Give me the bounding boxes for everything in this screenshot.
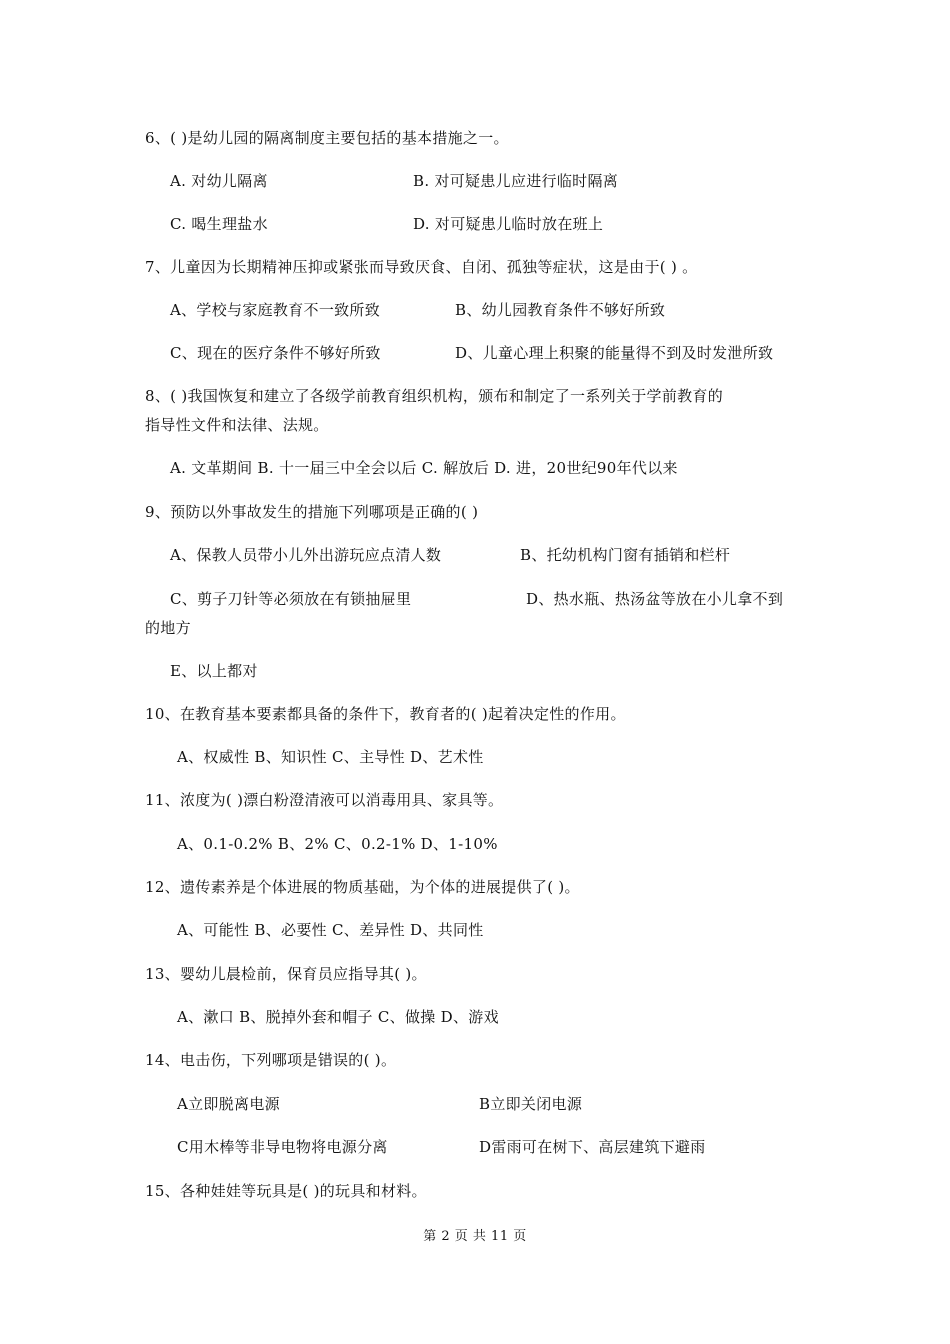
question-9-option-b: B、托幼机构门窗有插销和栏杆 [520,546,731,564]
question-6-option-d: D. 对可疑患儿临时放在班上 [413,215,604,233]
question-7-option-b: B、幼儿园教育条件不够好所致 [455,301,666,319]
question-7-option-d: D、儿童心理上积聚的能量得不到及时发泄所致 [455,344,774,362]
question-6-option-a: A. 对幼儿隔离 [170,172,268,190]
question-6-option-b: B. 对可疑患儿应进行临时隔离 [413,172,619,190]
question-11-options: A、0.1-0.2% B、2% C、0.2-1% D、1-10% [177,835,498,853]
question-9-option-d-line-1: D、热水瓶、热汤盆等放在小儿拿不到 [526,590,784,608]
question-13-options: A、漱口 B、脱掉外套和帽子 C、做操 D、游戏 [177,1008,499,1026]
question-8-options: A. 文革期间 B. 十一届三中全会以后 C. 解放后 D. 进，20世纪90年代以来 [170,459,678,477]
question-10-stem: 10、在教育基本要素都具备的条件下，教育者的( )起着决定性的作用。 [145,705,626,723]
question-15-stem: 15、各种娃娃等玩具是( )的玩具和材料。 [145,1182,427,1200]
question-8-stem-line-2: 指导性文件和法律、法规。 [145,416,329,434]
question-9-option-c: C、剪子刀针等必须放在有锁抽屉里 [170,590,412,608]
question-12-stem: 12、遗传素养是个体进展的物质基础，为个体的进展提供了( )。 [145,878,580,896]
question-7-option-a: A、学校与家庭教育不一致所致 [170,301,381,319]
question-9-stem: 9、预防以外事故发生的措施下列哪项是正确的( ) [145,503,479,521]
question-14-option-b: B立即关闭电源 [479,1095,583,1113]
question-13-stem: 13、婴幼儿晨检前，保育员应指导其( )。 [145,965,427,983]
question-11-stem: 11、浓度为( )漂白粉澄清液可以消毒用具、家具等。 [145,791,504,809]
question-6-option-c: C. 喝生理盐水 [170,215,268,233]
question-8-stem-line-1: 8、( )我国恢复和建立了各级学前教育组织机构，颁布和制定了一系列关于学前教育的 [145,387,724,405]
question-14-option-c: C用木棒等非导电物将电源分离 [177,1138,388,1156]
question-6-stem: 6、( )是幼儿园的隔离制度主要包括的基本措施之一。 [145,129,509,147]
question-10-options: A、权威性 B、知识性 C、主导性 D、艺术性 [177,748,484,766]
question-14-option-d: D雷雨可在树下、高层建筑下避雨 [479,1138,706,1156]
question-14-stem: 14、电击伤，下列哪项是错误的( )。 [145,1051,397,1069]
question-7-stem: 7、儿童因为长期精神压抑或紧张而导致厌食、自闭、孤独等症状，这是由于( ) 。 [145,258,698,276]
question-9-option-e: E、以上都对 [170,662,258,680]
page-number-footer: 第 2 页 共 11 页 [423,1229,527,1244]
question-9-option-a: A、保教人员带小儿外出游玩应点清人数 [170,546,442,564]
question-12-options: A、可能性 B、必要性 C、差异性 D、共同性 [177,921,484,939]
question-9-option-d-line-2: 的地方 [145,619,191,637]
question-14-option-a: A立即脱离电源 [177,1095,280,1113]
question-7-option-c: C、现在的医疗条件不够好所致 [170,344,381,362]
